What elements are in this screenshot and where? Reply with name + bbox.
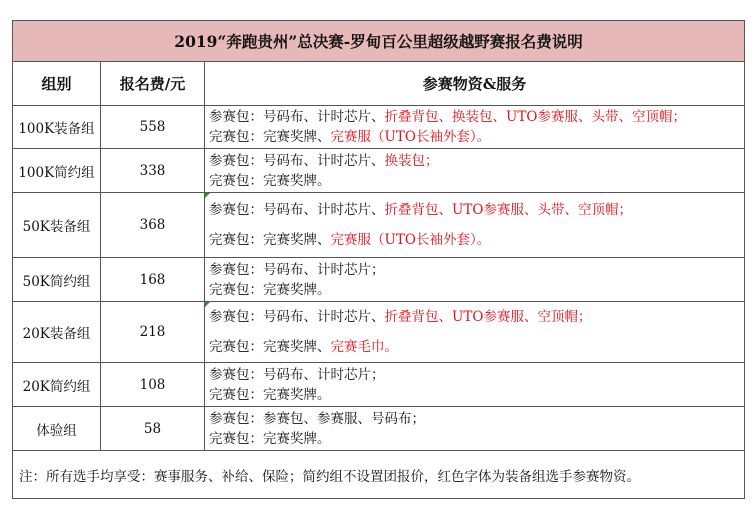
text-span: 完赛包：完赛奖牌、 <box>209 232 331 248</box>
fee-cell: 558 <box>101 106 205 149</box>
text-span: 参赛包：号码布、计时芯片、 <box>209 152 385 169</box>
text-span: 参赛包：号码布、计时芯片； <box>209 261 385 278</box>
text-span: 参赛包：号码布、计时芯片、 <box>209 202 385 218</box>
fee-cell: 338 <box>101 149 205 193</box>
text-span: 完赛包：完赛奖牌、 <box>209 339 331 355</box>
fee-table <box>12 20 745 499</box>
kit-line <box>209 260 744 280</box>
kit-line <box>209 200 744 220</box>
equipment-text: 折叠背包、换装包、UTO参赛服、头带、空顶帽； <box>384 109 686 125</box>
finisher-line <box>209 230 744 250</box>
equipment-text: 完赛服（UTO长袖外套）。 <box>330 232 491 248</box>
header-group: 组别 <box>13 62 101 106</box>
table-row <box>13 407 745 451</box>
finisher-line <box>209 127 744 147</box>
fee-cell: 58 <box>101 407 205 451</box>
items-cell <box>205 302 745 363</box>
items-cell <box>205 106 745 149</box>
kit-line <box>209 151 744 171</box>
kit-line <box>209 107 744 127</box>
table-row <box>13 363 745 407</box>
finisher-line <box>209 429 744 449</box>
group-cell: 20K简约组 <box>13 363 101 407</box>
table-title: 2019“奔跑贵州”总决赛-罗甸百公里超级越野赛报名费说明 <box>13 21 745 62</box>
equipment-text: 完赛毛巾。 <box>330 339 398 355</box>
text-span: 参赛包：号码布、计时芯片、 <box>209 109 385 125</box>
text-span: 完赛包：完赛奖牌。 <box>209 430 331 447</box>
fee-cell: 108 <box>101 363 205 407</box>
text-span: 完赛包：完赛奖牌。 <box>209 172 331 189</box>
group-cell: 体验组 <box>13 407 101 451</box>
group-cell: 50K装备组 <box>13 193 101 258</box>
table-row <box>13 106 745 149</box>
items-cell <box>205 407 745 451</box>
finisher-line <box>209 171 744 191</box>
items-cell <box>205 149 745 193</box>
header-row <box>13 62 745 106</box>
group-cell: 100K装备组 <box>13 106 101 149</box>
items-cell <box>205 193 745 258</box>
equipment-text: 折叠背包、UTO参赛服、空顶帽； <box>384 309 592 325</box>
items-cell <box>205 363 745 407</box>
kit-line <box>209 365 744 385</box>
table-row <box>13 258 745 302</box>
group-cell: 100K简约组 <box>13 149 101 193</box>
equipment-text: 完赛服（UTO长袖外套）。 <box>330 129 491 145</box>
table-row <box>13 193 745 258</box>
text-span: 参赛包：参赛包、参赛服、号码布； <box>209 410 425 427</box>
header-items: 参赛物资&服务 <box>205 62 745 106</box>
header-fee: 报名费/元 <box>101 62 205 106</box>
fee-cell: 368 <box>101 193 205 258</box>
kit-line <box>209 409 744 429</box>
text-span: 完赛包：完赛奖牌。 <box>209 281 331 298</box>
table-row <box>13 149 745 193</box>
finisher-line <box>209 385 744 405</box>
text-span: 参赛包：号码布、计时芯片； <box>209 366 385 383</box>
table-row <box>13 302 745 363</box>
finisher-line <box>209 337 744 357</box>
fee-cell: 218 <box>101 302 205 363</box>
text-span: 完赛包：完赛奖牌。 <box>209 386 331 403</box>
group-cell: 20K装备组 <box>13 302 101 363</box>
text-span: 完赛包：完赛奖牌、 <box>209 129 331 145</box>
footnote: 注：所有选手均享受：赛事服务、补给、保险；简约组不设置团报价，红色字体为装备组选手参赛物资。 <box>13 451 745 499</box>
text-span: 参赛包：号码布、计时芯片、 <box>209 309 385 325</box>
fee-cell: 168 <box>101 258 205 302</box>
equipment-text: 折叠背包、UTO参赛服、头带、空顶帽； <box>384 202 632 218</box>
finisher-line <box>209 280 744 300</box>
group-cell: 50K简约组 <box>13 258 101 302</box>
kit-line <box>209 307 744 327</box>
items-cell <box>205 258 745 302</box>
equipment-text: 换装包； <box>384 152 439 169</box>
